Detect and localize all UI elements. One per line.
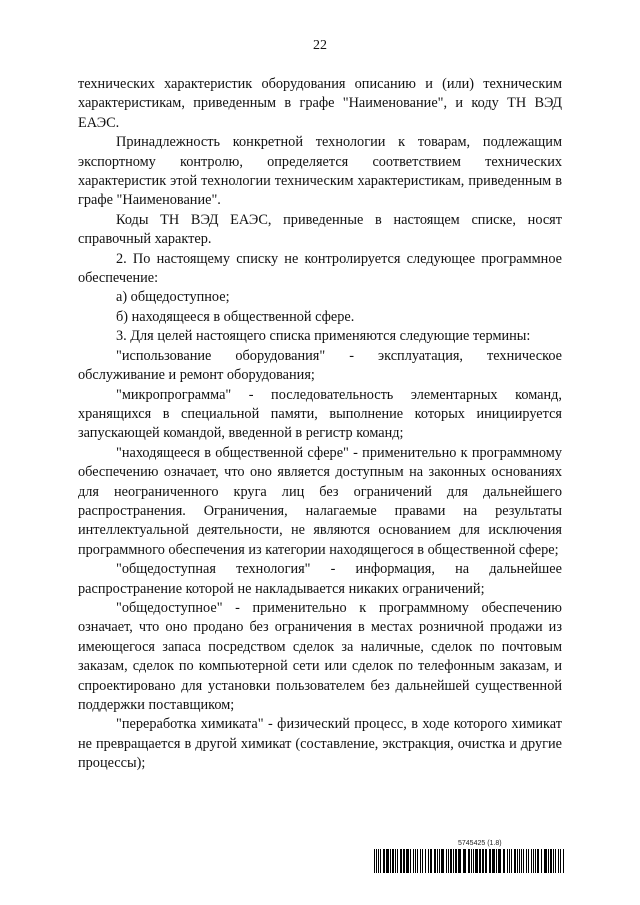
paragraph: Принадлежность конкретной технологии к товарам, подлежащим экспортному контролю, определяется соответствием технических характеристик этой технологии техническим характеристикам, приведенным в графе "Наименование". [78,134,562,209]
term-definition: "общедоступное" - применительно к программному обеспечению означает, что оно продано без ограничения в местах розничной продажи из имеющегося запаса посредством сделок за наличные, сделок по почтовым заказам, сделок по компьютерной сети или сделок по телефонным заказам, и спроектировано для установки пользователем без дальнейшей существенной поддержки поставщиком; [78,599,562,713]
paragraph: 2. По настоящему списку не контролируется следующее программное обеспечение: [78,250,562,287]
term-definition: "переработка химиката" - физический процесс, в ходе которого химикат не превращается в другой химикат (составление, экстракция, очистка и другие процессы); [78,716,562,772]
term-definition: "общедоступная технология" - информация, на дальнейшее распространение которой не накладывается никаких ограничений; [78,561,562,597]
document-code: 5745425 (1.8) [458,840,502,847]
list-item: а) общедоступное; [116,289,230,306]
term-definition: "находящееся в общественной сфере" - применительно к программному обеспечению означает, что оно является доступным на законных основаниях для неограниченного круга лиц без ограничений для дальнейшего распространения. Ограничения, налагаемые правами на результаты интеллектуальной деятельности, не являются основанием для исключения программного обеспечения из категории находящегося в общественной сфере; [78,444,562,558]
term-definition: "использование оборудования" - эксплуатация, техническое обслуживание и ремонт оборудования; [78,347,562,384]
paragraph: Коды ТН ВЭД ЕАЭС, приведенные в настоящем списке, носят справочный характер. [78,211,562,248]
barcode-icon [374,849,564,873]
list-item: б) находящееся в общественной сфере. [116,308,355,325]
term-definition: "микропрограмма" - последовательность элементарных команд, хранящихся в специальной памяти, выполнение которых инициируется запускающей командой, введенной в регистр команд; [78,386,562,442]
paragraph: 3. Для целей настоящего списка применяются следующие термины: [116,328,531,345]
paragraph: технических характеристик оборудования описанию и (или) техническим характеристикам, приведенным в графе "Наименование", и коду ТН ВЭД ЕАЭС. [78,76,562,131]
document-body [78,75,562,774]
page-number: 22 [313,38,327,53]
